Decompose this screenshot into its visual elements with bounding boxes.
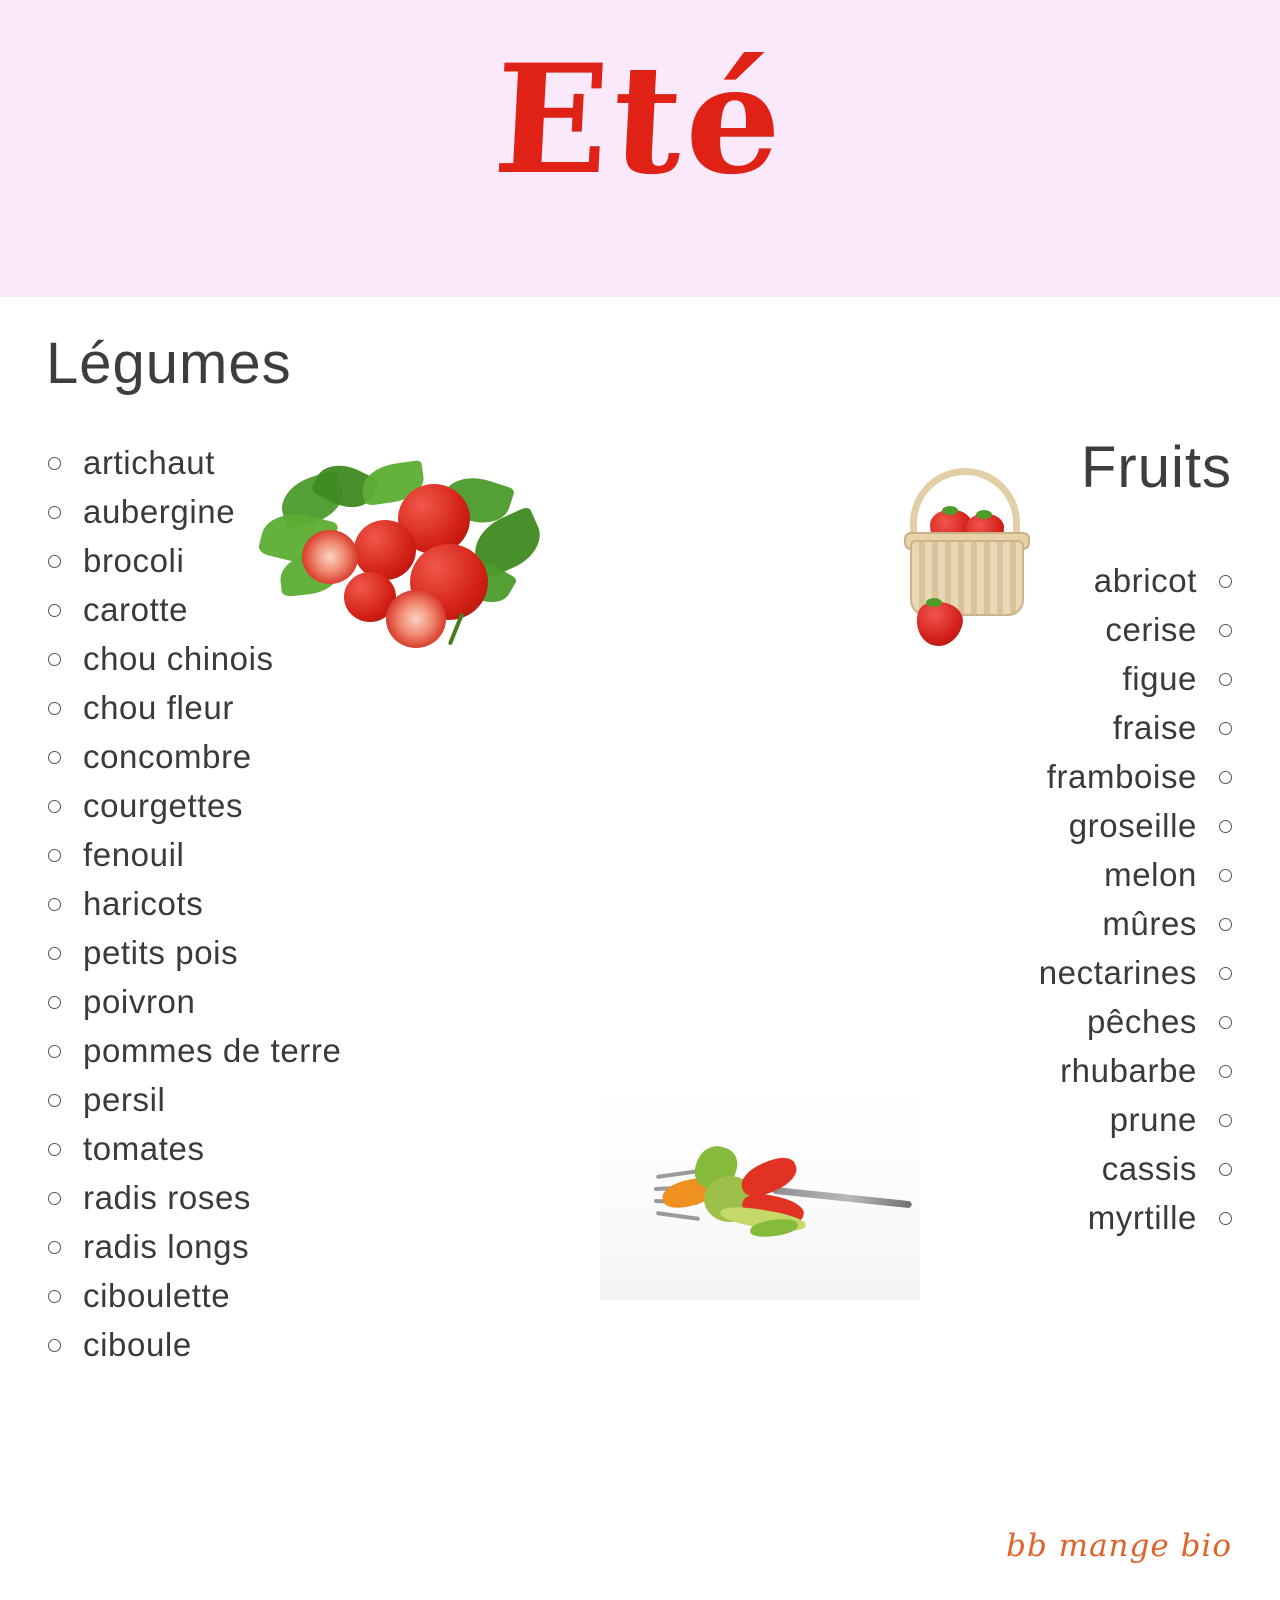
list-item-label: chou fleur: [83, 689, 234, 726]
list-item-label: abricot: [1093, 562, 1197, 599]
circle-bullet-icon: [48, 947, 61, 960]
circle-bullet-icon: [48, 1143, 61, 1156]
list-item: [756, 997, 1236, 1046]
list-item-label: pêches: [1086, 1003, 1197, 1040]
tomatoes-and-parsley-photo: [258, 462, 548, 662]
list-item-label: courgettes: [83, 787, 244, 824]
strawberry-leaf-icon: [942, 506, 958, 515]
circle-bullet-icon: [1219, 1065, 1232, 1078]
list-item-label: radis longs: [83, 1228, 250, 1265]
list-item-label: cassis: [1101, 1150, 1197, 1187]
list-item-label: melon: [1104, 856, 1197, 893]
list-item-label: carotte: [83, 591, 189, 628]
list-item: [756, 850, 1236, 899]
circle-bullet-icon: [1219, 820, 1232, 833]
list-item-label: fenouil: [83, 836, 185, 873]
list-item-label: artichaut: [83, 444, 215, 481]
list-item: [756, 948, 1236, 997]
circle-bullet-icon: [48, 1290, 61, 1303]
list-item: [44, 1075, 604, 1124]
list-item-label: concombre: [83, 738, 252, 775]
list-item: [44, 830, 604, 879]
legumes-heading: Légumes: [46, 331, 292, 396]
list-item-label: aubergine: [83, 493, 236, 530]
list-item: [44, 1124, 604, 1173]
list-item: [44, 879, 604, 928]
list-item: [756, 703, 1236, 752]
list-item-label: tomates: [83, 1130, 205, 1167]
circle-bullet-icon: [1219, 918, 1232, 931]
circle-bullet-icon: [48, 604, 61, 617]
list-item-label: framboise: [1046, 758, 1197, 795]
circle-bullet-icon: [48, 555, 61, 568]
list-item-label: mûres: [1102, 905, 1197, 942]
fork-tine-icon: [656, 1211, 700, 1221]
list-item: [44, 732, 604, 781]
circle-bullet-icon: [48, 702, 61, 715]
strawberry-leaf-icon: [926, 598, 942, 607]
list-item: [44, 1320, 604, 1369]
list-item: [756, 752, 1236, 801]
circle-bullet-icon: [48, 898, 61, 911]
list-item-label: cerise: [1105, 611, 1197, 648]
circle-bullet-icon: [1219, 1016, 1232, 1029]
circle-bullet-icon: [1219, 673, 1232, 686]
list-item-label: pommes de terre: [83, 1032, 342, 1069]
circle-bullet-icon: [48, 1192, 61, 1205]
list-item: [756, 899, 1236, 948]
list-item-label: petits pois: [83, 934, 239, 971]
circle-bullet-icon: [48, 996, 61, 1009]
strawberry-leaf-icon: [976, 510, 992, 519]
list-item-label: poivron: [83, 983, 196, 1020]
circle-bullet-icon: [48, 457, 61, 470]
list-item-label: prune: [1109, 1101, 1197, 1138]
list-item: [44, 928, 604, 977]
list-item-label: ciboulette: [83, 1277, 231, 1314]
circle-bullet-icon: [48, 1045, 61, 1058]
circle-bullet-icon: [48, 506, 61, 519]
list-item-label: groseille: [1068, 807, 1197, 844]
list-item-label: rhubarbe: [1060, 1052, 1197, 1089]
list-item: [44, 683, 604, 732]
list-item: [44, 1271, 604, 1320]
list-item-label: brocoli: [83, 542, 185, 579]
list-item-label: haricots: [83, 885, 204, 922]
circle-bullet-icon: [48, 1241, 61, 1254]
list-item-label: nectarines: [1038, 954, 1197, 991]
circle-bullet-icon: [48, 1339, 61, 1352]
list-item: [44, 781, 604, 830]
list-item: [756, 801, 1236, 850]
list-item-label: figue: [1122, 660, 1197, 697]
fork-with-vegetables-photo: [600, 1088, 920, 1300]
circle-bullet-icon: [1219, 1163, 1232, 1176]
circle-bullet-icon: [1219, 771, 1232, 784]
list-item: [44, 1026, 604, 1075]
circle-bullet-icon: [1219, 869, 1232, 882]
circle-bullet-icon: [48, 849, 61, 862]
list-item-label: persil: [83, 1081, 166, 1118]
list-item: [44, 977, 604, 1026]
list-item: [44, 1173, 604, 1222]
circle-bullet-icon: [1219, 722, 1232, 735]
circle-bullet-icon: [48, 653, 61, 666]
circle-bullet-icon: [1219, 1212, 1232, 1225]
circle-bullet-icon: [1219, 967, 1232, 980]
circle-bullet-icon: [1219, 1114, 1232, 1127]
circle-bullet-icon: [1219, 575, 1232, 588]
strawberry-basket-photo: [888, 462, 1078, 662]
list-item-label: ciboule: [83, 1326, 192, 1363]
list-item-label: myrtille: [1087, 1199, 1197, 1236]
circle-bullet-icon: [48, 1094, 61, 1107]
page-title: Eté: [489, 32, 791, 208]
circle-bullet-icon: [1219, 624, 1232, 637]
fruits-heading: Fruits: [1081, 435, 1232, 500]
tomato-half-icon: [386, 590, 446, 648]
list-item: [44, 1222, 604, 1271]
circle-bullet-icon: [48, 751, 61, 764]
tomato-icon: [354, 520, 416, 580]
circle-bullet-icon: [48, 800, 61, 813]
brand-signature: bb mange bio: [1006, 1528, 1232, 1564]
list-item-label: chou chinois: [83, 640, 274, 677]
list-item-label: radis roses: [83, 1179, 251, 1216]
list-item-label: fraise: [1112, 709, 1197, 746]
tomato-half-icon: [302, 530, 358, 584]
